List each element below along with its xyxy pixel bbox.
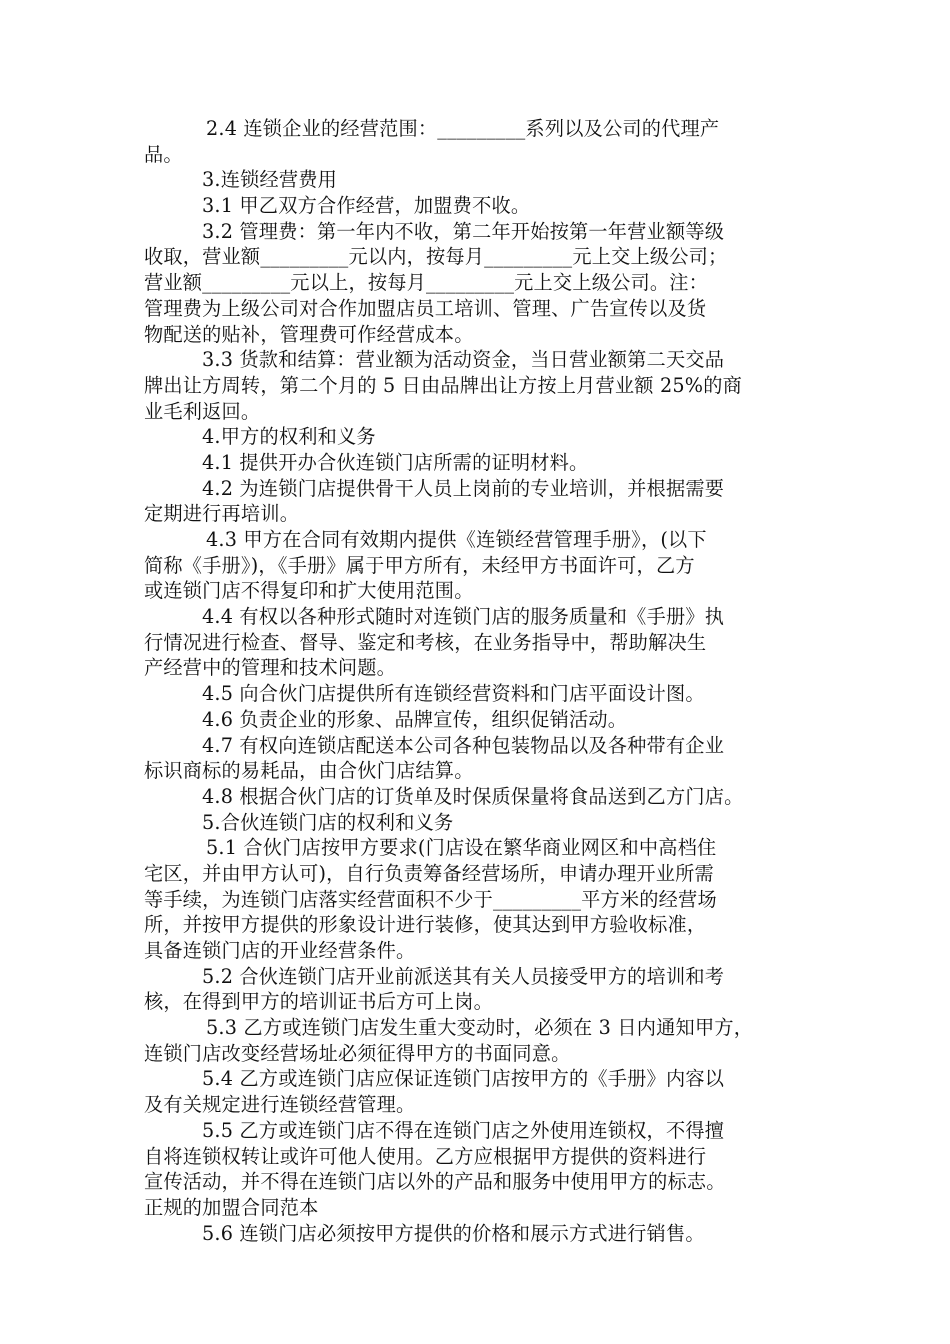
- document-text-line: 连锁门店改变经营场址必须征得甲方的书面同意。: [144, 1041, 571, 1065]
- document-text-line: 4.6 负责企业的形象、品牌宣传，组织促销活动。: [202, 707, 628, 731]
- document-text-line: 5.6 连锁门店必须按甲方提供的价格和展示方式进行销售。: [202, 1221, 705, 1245]
- document-text-line: 品。: [144, 142, 183, 166]
- document-text-line: 核，在得到甲方的培训证书后方可上岗。: [144, 990, 493, 1014]
- document-text-line: 业毛利返回。: [144, 399, 261, 423]
- document-text-line: 4.1 提供开办合伙连锁门店所需的证明材料。: [202, 450, 589, 474]
- document-text-line: 4.5 向合伙门店提供所有连锁经营资料和门店平面设计图。: [202, 682, 705, 706]
- document-text-line: 简称《手册》)，《手册》属于甲方所有，未经甲方书面许可，乙方: [144, 553, 695, 577]
- document-text-line: 5.4 乙方或连锁门店应保证连锁门店按甲方的《手册》内容以: [202, 1067, 725, 1091]
- document-text-line: 4.4 有权以各种形式随时对连锁门店的服务质量和《手册》执: [202, 605, 725, 629]
- document-text-line: 4.2 为连锁门店提供骨干人员上岗前的专业培训，并根据需要: [202, 476, 725, 500]
- document-text-line: 3.2 管理费：第一年内不收，第二年开始按第一年营业额等级: [202, 219, 725, 243]
- document-text-line: 3.连锁经营费用: [202, 168, 338, 192]
- document-text-line: 4.7 有权向连锁店配送本公司各种包装物品以及各种带有企业: [202, 733, 725, 757]
- document-text-line: 5.合伙连锁门店的权利和义务: [202, 810, 454, 834]
- document-text-line: 牌出让方周转，第二个月的 5 日由品牌出让方按上月营业额 25%的商: [144, 373, 743, 397]
- document-text-line: 4.3 甲方在合同有效期内提供《连锁经营管理手册》，(以下: [206, 528, 707, 551]
- document-text-line: 收取，营业额_________元以内，按每月_________元上交上级公司；: [144, 245, 728, 269]
- document-text-line: 行情况进行检查、督导、鉴定和考核，在业务指导中，帮助解决生: [144, 630, 707, 654]
- document-text-line: 宅区，并由甲方认可)，自行负责筹备经营场所，申请办理开业所需: [144, 861, 714, 885]
- document-text-line: 4.8 根据合伙门店的订货单及时保质保量将食品送到乙方门店。: [202, 784, 744, 808]
- document-text-line: 5.2 合伙连锁门店开业前派送其有关人员接受甲方的培训和考: [202, 964, 725, 988]
- document-text-line: 或连锁门店不得复印和扩大使用范围。: [144, 579, 474, 603]
- document-text-line: 定期进行再培训。: [144, 502, 300, 526]
- document-text-line: 所，并按甲方提供的形象设计进行装修，使其达到甲方验收标准，: [144, 913, 707, 937]
- document-text-line: 宣传活动，并不得在连锁门店以外的产品和服务中使用甲方的标志。: [144, 1170, 726, 1194]
- document-text-line: 自将连锁权转让或许可他人使用。乙方应根据甲方提供的资料进行: [144, 1144, 707, 1168]
- document-text-line: 5.1 合伙门店按甲方要求(门店设在繁华商业网区和中高档住: [206, 836, 717, 860]
- document-text-line: 管理费为上级公司对合作加盟店员工培训、管理、广告宣传以及货: [144, 296, 707, 320]
- document-text-line: 正规的加盟合同范本: [144, 1195, 319, 1219]
- document-text-line: 3.1 甲乙双方合作经营，加盟费不收。: [202, 194, 531, 218]
- document-text-line: 5.3 乙方或连锁门店发生重大变动时，必须在 3 日内通知甲方，: [206, 1016, 754, 1040]
- document-text-line: 具备连锁门店的开业经营条件。: [144, 939, 416, 962]
- document-text-line: 4.甲方的权利和义务: [202, 425, 376, 449]
- document-text-line: 3.3 货款和结算：营业额为活动资金，当日营业额第二天交品: [202, 348, 725, 372]
- document-text-line: 标识商标的易耗品，由合伙门店结算。: [144, 759, 474, 783]
- document-text-line: 2.4 连锁企业的经营范围：_________系列以及公司的代理产: [206, 117, 720, 140]
- document-text-line: 及有关规定进行连锁经营管理。: [144, 1093, 416, 1117]
- document-text-line: 物配送的贴补，管理费可作经营成本。: [144, 322, 474, 346]
- document-body: [144, 116, 824, 1246]
- document-text-line: 营业额_________元以上，按每月_________元上交上级公司。注：: [144, 271, 709, 295]
- document-text-line: 等手续，为连锁门店落实经营面积不少于_________平方米的经营场: [144, 887, 717, 911]
- document-text-line: 5.5 乙方或连锁门店不得在连锁门店之外使用连锁权，不得擅: [202, 1118, 725, 1142]
- document-text-line: 产经营中的管理和技术问题。: [144, 656, 397, 680]
